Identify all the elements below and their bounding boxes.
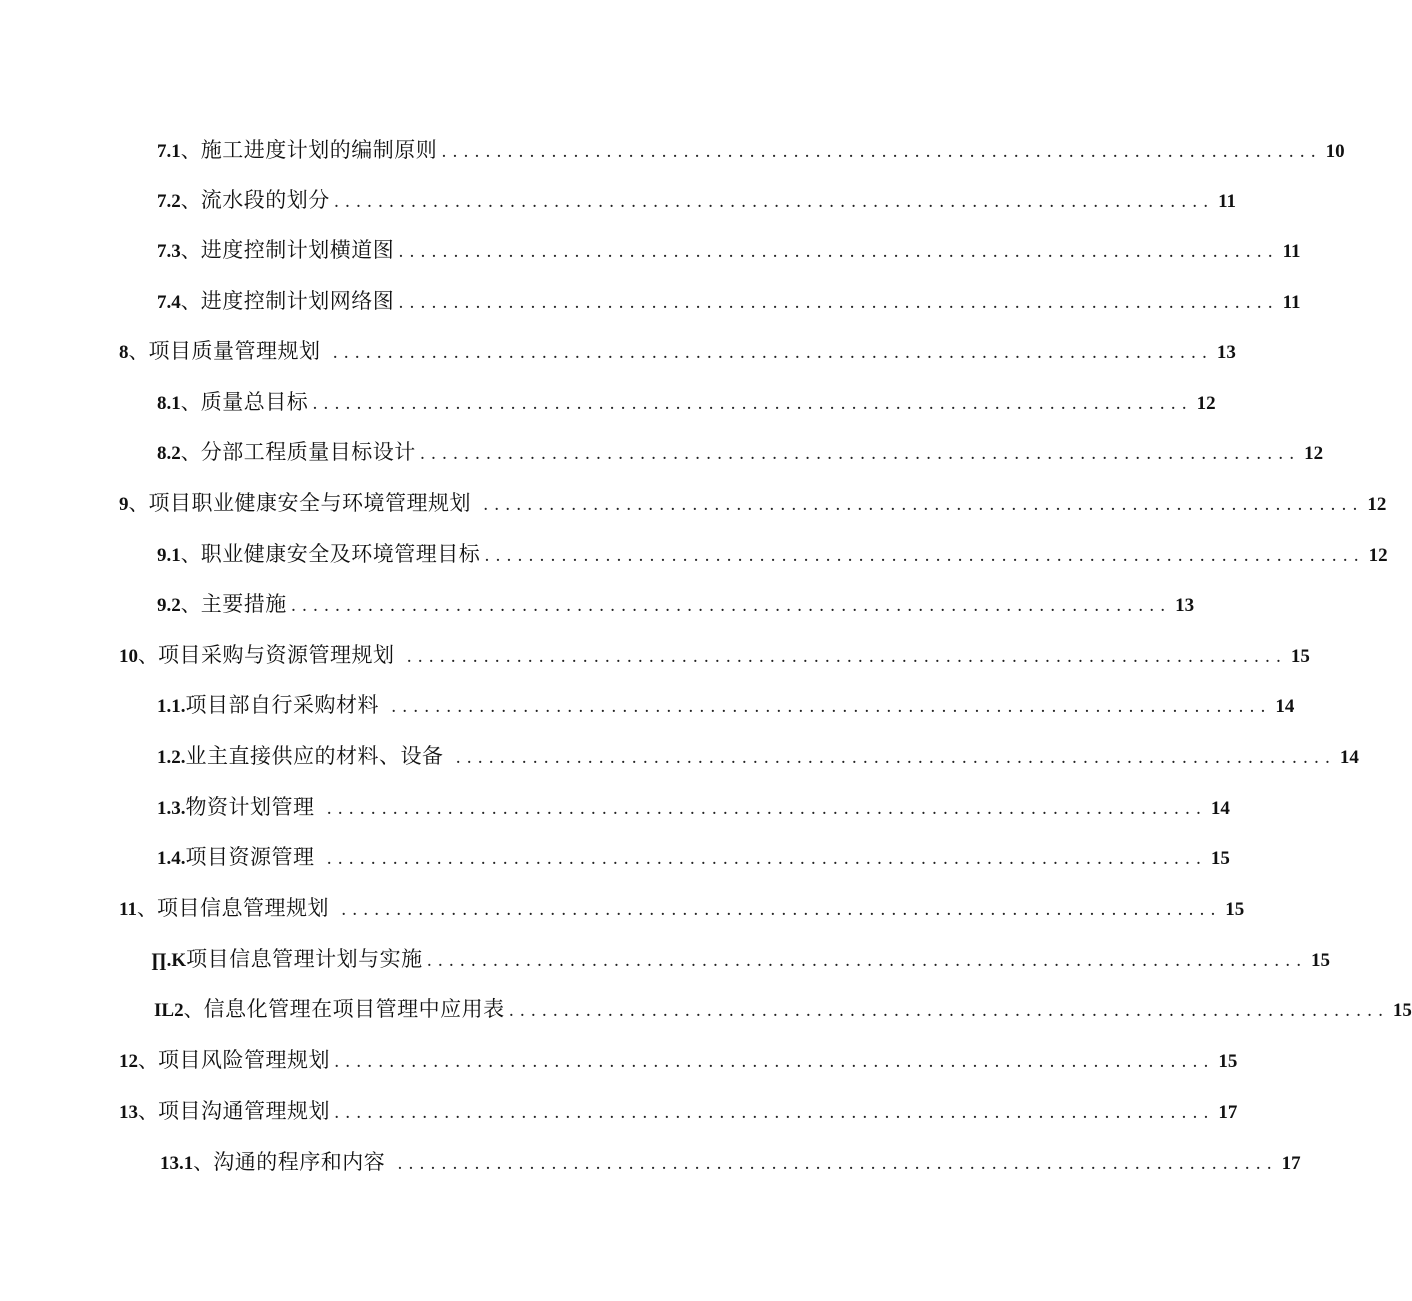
toc-entry-title: 业主直接供应的材料、设备	[185, 744, 444, 768]
toc-entry[interactable]	[119, 1094, 1238, 1128]
toc-entry-page: 14	[1275, 696, 1295, 717]
dot-leader: ................................................................................	[441, 142, 1322, 162]
dot-leader: ................................................................................	[326, 799, 1207, 819]
toc-entry[interactable]	[157, 385, 1216, 419]
toc-entry[interactable]	[157, 284, 1301, 318]
dot-leader: ................................................................................	[333, 192, 1215, 212]
toc-entry[interactable]	[151, 942, 1330, 976]
toc-entry-number: 9.1	[157, 545, 181, 566]
toc-entry-title: 项目沟通管理规划	[158, 1099, 330, 1123]
dot-leader: ................................................................................	[334, 1052, 1215, 1072]
toc-entry-title: 项目信息管理规划	[156, 896, 329, 920]
toc-entry-page: 14	[1339, 747, 1359, 768]
toc-entry[interactable]	[154, 992, 1412, 1026]
toc-entry[interactable]	[119, 891, 1245, 925]
toc-entry-page: 15	[1310, 950, 1330, 971]
toc-entry[interactable]	[119, 486, 1387, 520]
toc-entry-number: 7.3	[157, 241, 181, 262]
toc-entry-separator: 、	[180, 238, 201, 262]
toc-entry-page: 17	[1281, 1153, 1301, 1174]
toc-entry-number: 1.2.	[157, 747, 186, 768]
toc-entry[interactable]	[160, 1145, 1301, 1179]
toc-entry-page: 12	[1368, 545, 1388, 566]
dot-leader: ................................................................................	[426, 951, 1307, 971]
toc-entry-title: 项目风险管理规划	[158, 1048, 330, 1072]
toc-entry-number: 1.4.	[157, 848, 186, 869]
toc-entry-number: 9.2	[157, 595, 181, 616]
toc-entry[interactable]	[157, 688, 1295, 722]
toc-entry-page: 10	[1325, 141, 1345, 162]
toc-entry-title: 质量总目标	[200, 390, 309, 414]
toc-entry-separator: 、	[180, 138, 201, 162]
toc-entry-page: 17	[1218, 1102, 1238, 1123]
toc-entry-number: IL2	[154, 1000, 184, 1021]
toc-entry-number: ∏.K	[151, 950, 187, 971]
toc-entry-title: 沟通的程序和内容	[213, 1150, 386, 1174]
toc-entry-title: 项目质量管理规划	[148, 339, 321, 363]
toc-entry-separator: 、	[128, 339, 149, 363]
dot-leader: ................................................................................	[484, 546, 1365, 566]
toc-entry-page: 15	[1290, 646, 1310, 667]
dot-leader: ................................................................................	[312, 394, 1193, 414]
dot-leader: ................................................................................	[397, 1154, 1278, 1174]
dot-leader: ................................................................................	[455, 748, 1336, 768]
toc-entry-number: 12	[119, 1051, 138, 1072]
toc-entry[interactable]	[157, 840, 1230, 874]
toc-entry-page: 12	[1367, 494, 1387, 515]
toc-entry-page: 15	[1392, 1000, 1412, 1021]
dot-leader: ................................................................................	[398, 293, 1279, 313]
toc-entry[interactable]	[157, 133, 1345, 167]
dot-leader: ................................................................................	[406, 647, 1287, 667]
toc-entry[interactable]	[157, 537, 1388, 571]
toc-entry[interactable]	[157, 790, 1230, 824]
toc-entry-page: 15	[1218, 1051, 1238, 1072]
toc-entry-number: 9	[119, 494, 129, 515]
dot-leader: ................................................................................	[483, 495, 1364, 515]
dot-leader: ................................................................................	[290, 596, 1172, 616]
toc-entry[interactable]	[157, 233, 1301, 267]
toc-entry-title: 项目信息管理计划与实施	[186, 947, 423, 971]
toc-entry-number: 1.3.	[157, 798, 186, 819]
toc-entry-title: 项目部自行采购材料	[185, 693, 379, 717]
toc-entry-separator: 、	[138, 643, 158, 667]
toc-entry-page: 11	[1282, 292, 1301, 313]
dot-leader: ................................................................................	[391, 697, 1272, 717]
toc-entry-separator: 、	[180, 390, 201, 414]
toc-entry-separator: 、	[136, 896, 157, 920]
dot-leader: ................................................................................	[419, 444, 1301, 464]
dot-leader: ................................................................................	[334, 1103, 1215, 1123]
toc-entry-number: 1.1.	[157, 696, 186, 717]
toc-entry[interactable]	[157, 435, 1324, 469]
toc-entry-number: 7.1	[157, 141, 181, 162]
toc-entry-page: 13	[1216, 342, 1236, 363]
toc-entry-separator: 、	[180, 592, 201, 616]
toc-entry-title: 职业健康安全及环境管理目标	[200, 542, 481, 566]
dot-leader: ................................................................................	[326, 849, 1207, 869]
toc-entry-page: 11	[1282, 241, 1301, 262]
toc-entry[interactable]	[119, 638, 1310, 672]
dot-leader: ................................................................................	[398, 242, 1279, 262]
toc-entry-page: 15	[1225, 899, 1245, 920]
dot-leader: ................................................................................	[508, 1001, 1389, 1021]
toc-entry-separator: 、	[193, 1150, 214, 1174]
toc-entry-page: 12	[1304, 443, 1324, 464]
toc-entry-number: 11	[119, 899, 137, 920]
toc-entry-page: 14	[1210, 798, 1230, 819]
toc-entry[interactable]	[119, 334, 1236, 368]
toc-entry-separator: 、	[180, 440, 201, 464]
toc-entry-title: 物资计划管理	[185, 795, 315, 819]
dot-leader: ................................................................................	[340, 900, 1222, 920]
toc-entry-separator: 、	[138, 1048, 158, 1072]
toc-entry-separator: 、	[180, 542, 201, 566]
toc-entry-separator: 、	[183, 997, 204, 1021]
toc-entry-title: 项目资源管理	[185, 845, 315, 869]
dot-leader: ................................................................................	[332, 343, 1213, 363]
toc-entry[interactable]	[157, 587, 1195, 621]
toc-entry-page: 12	[1196, 393, 1216, 414]
toc-entry-number: 8.1	[157, 393, 181, 414]
toc-entry-title: 进度控制计划横道图	[200, 238, 395, 262]
toc-entry-title: 进度控制计划网络图	[200, 289, 395, 313]
toc-entry-title: 项目采购与资源管理规划	[158, 643, 395, 667]
toc-entry-number: 13.1	[160, 1153, 194, 1174]
toc-entry-number: 10	[119, 646, 138, 667]
toc-entry-page: 15	[1210, 848, 1230, 869]
toc-entry-separator: 、	[180, 188, 201, 212]
toc-entry[interactable]	[157, 183, 1237, 217]
toc-entry-page: 13	[1175, 595, 1195, 616]
toc-entry-page: 11	[1218, 191, 1237, 212]
toc-entry-number: 7.2	[157, 191, 181, 212]
toc-entry[interactable]	[119, 1043, 1238, 1077]
toc-entry[interactable]	[157, 739, 1359, 773]
toc-entry-separator: 、	[138, 1099, 158, 1123]
toc-entry-title: 主要措施	[200, 592, 287, 616]
toc-entry-separator: 、	[128, 491, 149, 515]
toc-entry-title: 分部工程质量目标设计	[200, 440, 416, 464]
toc-entry-title: 施工进度计划的编制原则	[200, 138, 438, 162]
toc-entry-separator: 、	[180, 289, 201, 313]
toc-entry-number: 7.4	[157, 292, 181, 313]
toc-entry-number: 8.2	[157, 443, 181, 464]
toc-entry-title: 信息化管理在项目管理中应用表	[203, 997, 505, 1021]
toc-entry-title: 项目职业健康安全与环境管理规划	[148, 491, 471, 515]
toc-entry-number: 8	[119, 342, 129, 363]
toc-entry-number: 13	[119, 1102, 138, 1123]
toc-entry-title: 流水段的划分	[200, 188, 330, 212]
